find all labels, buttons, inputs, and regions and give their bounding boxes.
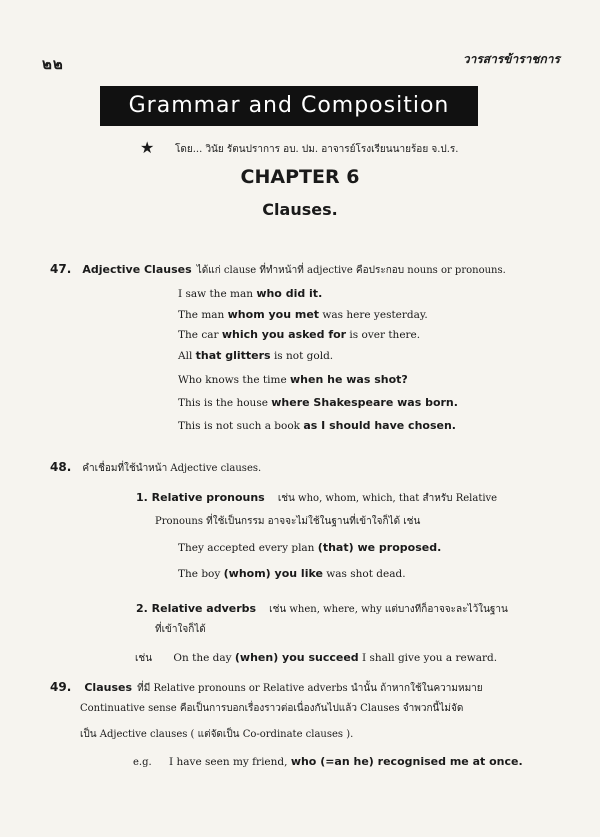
item-text-continued: Pronouns ที่ใช้เป็นกรรม อาจจะไม่ใช้ในฐานที่เข้าใจก็ได้ เช่น <box>155 516 421 527</box>
section-49-heading <box>50 676 483 696</box>
example-line: All that glitters is not gold. <box>178 349 334 362</box>
chapter-subtitle: Clauses. <box>262 200 338 219</box>
item-label: 1. Relative pronouns <box>136 491 265 504</box>
page-number: ๒๒ <box>42 55 64 73</box>
example-line: Who knows the time when he was shot? <box>178 373 408 386</box>
section-banner: Grammar and Composition <box>100 86 478 126</box>
example-line: I saw the man who did it. <box>178 287 323 300</box>
example-line: This is the house where Shakespeare was born. <box>178 396 458 409</box>
section-number: 49. <box>50 680 72 694</box>
section-47-heading <box>50 258 506 278</box>
example-line: They accepted every plan (that) we proposed. <box>178 541 442 554</box>
example-line: เช่น On the day (when) you succeed I shall give you a reward. <box>135 651 498 664</box>
running-title: วารสารข้าราชการ <box>462 52 560 66</box>
example-line: This is not such a book as I should have chosen. <box>178 419 456 432</box>
example-line: The boy (whom) you like was shot dead. <box>178 567 406 580</box>
item-label: 2. Relative adverbs <box>136 602 257 615</box>
section-description: ที่มี Relative pronouns or Relative adverbs นำนั้น ถ้าหากใช้ในความหมาย <box>137 683 483 694</box>
example-lead: e.g. <box>133 757 152 768</box>
example-lead: เช่น <box>135 653 153 664</box>
item-relative-pronouns <box>136 486 497 506</box>
item-text: เช่น when, where, why แต่บางทีก็อาจจะละไว้ในฐาน <box>269 604 508 615</box>
author-byline: โดย... วินัย รัตนปราการ อบ. ปม. อาจารย์โรงเรียนนายร้อย จ.ป.ร. <box>175 144 459 155</box>
star-icon: ★ <box>140 138 155 157</box>
item-text-continued: ที่เข้าใจก็ได้ <box>155 624 206 635</box>
section-term: Clauses <box>84 681 133 694</box>
section-text: เป็น Adjective clauses ( แต่จัดเป็น Co-ordinate clauses ). <box>80 729 354 740</box>
section-description: คำเชื่อมที่ใช้นำหน้า Adjective clauses. <box>82 463 262 474</box>
section-number: 47. <box>50 262 72 276</box>
section-term: Adjective Clauses <box>82 263 192 276</box>
section-48-heading <box>50 456 261 476</box>
example-line: e.g. I have seen my friend, who (=an he) recognised me at once. <box>133 755 523 768</box>
example-line: The man whom you met was here yesterday. <box>178 308 428 321</box>
item-relative-adverbs <box>136 597 508 617</box>
section-text: Continuative sense คือเป็นการบอกเรื่องราวต่อเนื่องกันไปแล้ว Clauses จำพวกนี้ไม่จัด <box>80 703 464 714</box>
example-line: The car which you asked for is over there. <box>178 328 421 341</box>
section-description: ได้แก่ clause ที่ทำหน้าที่ adjective คือประกอบ nouns or pronouns. <box>196 265 506 276</box>
chapter-title: CHAPTER 6 <box>240 166 360 188</box>
section-number: 48. <box>50 460 72 474</box>
item-text: เช่น who, whom, which, that สำหรับ Relative <box>277 493 498 504</box>
